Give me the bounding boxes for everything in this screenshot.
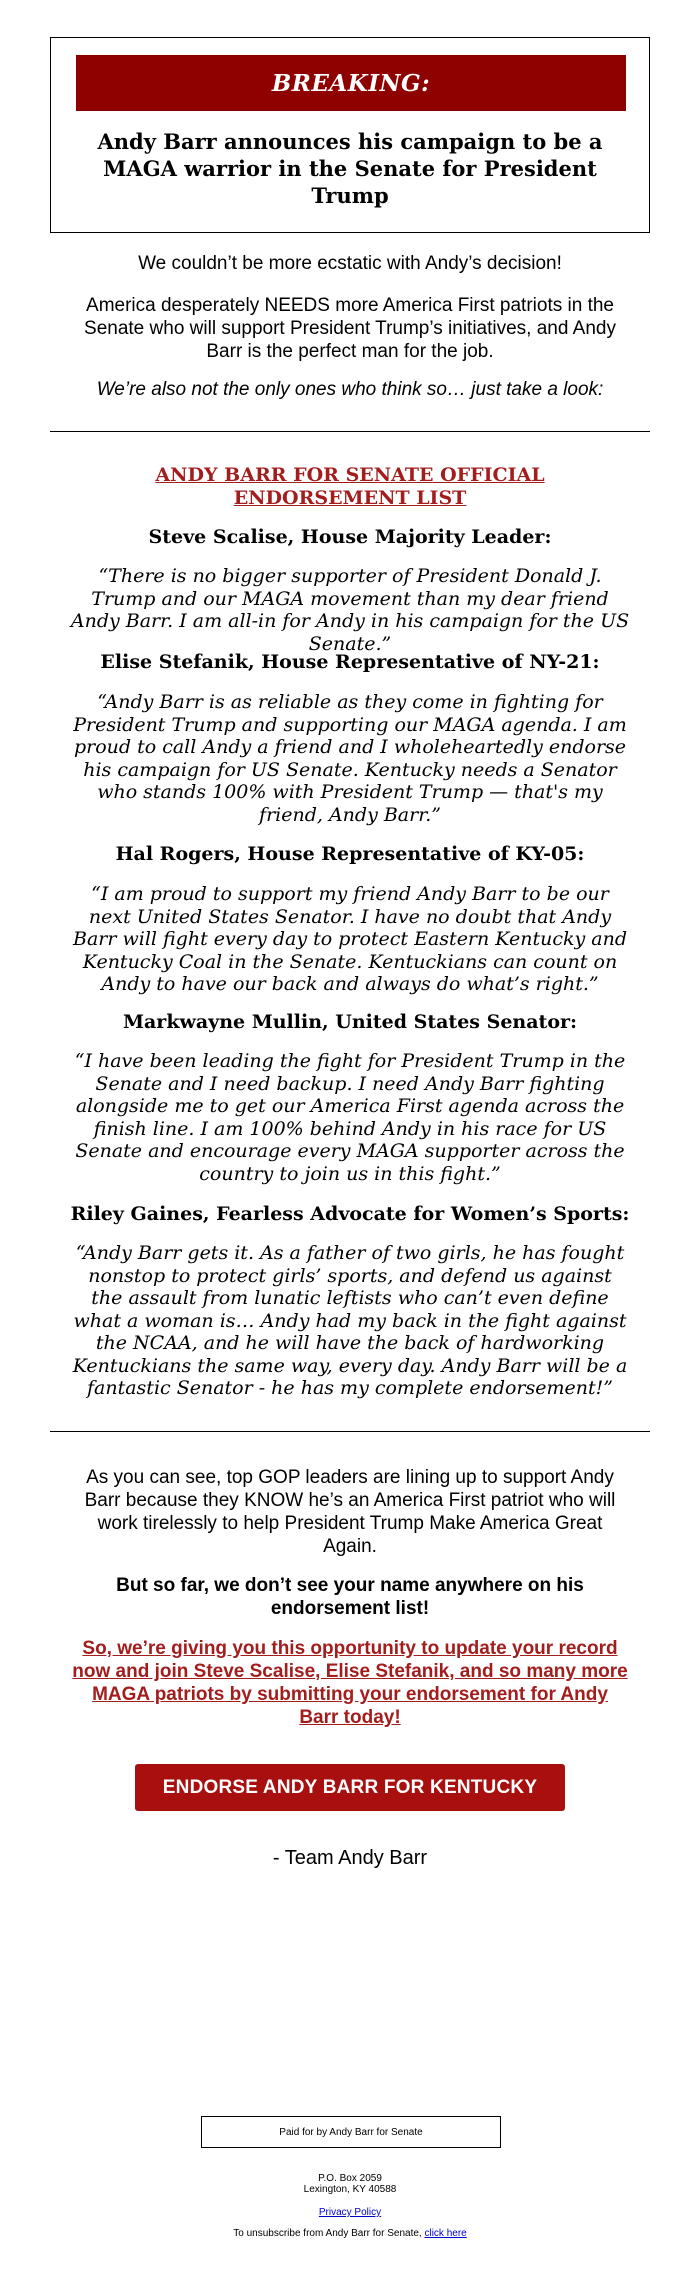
unsubscribe-text: To unsubscribe from Andy Barr for Senate,: [233, 2228, 422, 2239]
closing-paragraph-2: But so far, we don’t see your name anywhere on his endorsement list!: [116, 1575, 584, 1619]
endorse-button-label: ENDORSE ANDY BARR FOR KENTUCKY: [162, 1776, 538, 1798]
footer-address-line-1: P.O. Box 2059: [318, 2173, 382, 2184]
intro-line-3: We’re also not the only ones who think so… just take a look:: [96, 379, 604, 400]
endorser-name-rogers: Hal Rogers, House Representative of KY-05:: [115, 843, 585, 865]
endorser-name-scalise: Steve Scalise, House Majority Leader:: [148, 526, 552, 548]
endorser-name-stefanik: Elise Stefanik, House Representative of NY-21:: [100, 651, 600, 673]
footer-address-line-2: Lexington, KY 40588: [303, 2184, 397, 2195]
intro-line-1: We couldn’t be more ecstatic with Andy’s decision!: [138, 253, 562, 274]
endorser-quote-scalise: “There is no bigger supporter of President Donald J. Trump and our MAGA movement than my dear friend Andy Barr. I am all-in for Andy in his campaign for the US Senate.”: [70, 565, 630, 655]
privacy-policy-link[interactable]: Privacy Policy: [318, 2207, 382, 2218]
endorse-text-link[interactable]: So, we’re giving you this opportunity to update your record now and join Steve Scalise, Elise Stefanik, and so many more MAGA patriots by submitting your endorsement for Andy Barr today!: [72, 1638, 628, 1728]
endorser-name-mullin: Markwayne Mullin, United States Senator:: [122, 1011, 578, 1033]
endorser-quote-mullin: “I have been leading the fight for President Trump in the Senate and I need backup. I need Andy Barr fighting alongside me to get our America First agenda across the finish line. I am 100% behind Andy in his race for US Senate and encourage every MAGA supporter across the country to join us in this fight.”: [74, 1050, 626, 1185]
breaking-banner: [76, 55, 626, 111]
intro-line-2: America desperately NEEDS more America First patriots in the Senate who will support President Trump’s initiatives, and Andy Barr is the perfect man for the job.: [84, 295, 616, 362]
divider-bottom: [50, 1431, 650, 1432]
endorsement-list-title[interactable]: ANDY BARR FOR SENATE OFFICIAL ENDORSEMENT LIST: [155, 464, 545, 509]
endorser-name-gaines: Riley Gaines, Fearless Advocate for Women’s Sports:: [70, 1203, 630, 1225]
privacy-policy-row: [150, 2207, 550, 2218]
breaking-header-box: [50, 37, 650, 233]
unsubscribe-row: [150, 2228, 550, 2239]
endorser-quote-gaines: “Andy Barr gets it. As a father of two girls, he has fought nonstop to protect girls’ sports, and defend us against the assault from lunatic leftists who can’t even define what a woman is… Andy had my back in the fight against the NCAA, and he will have the back of hardworking Kentuckians the same way, every day. Andy Barr will be a fantastic Senator - he has my complete endorsement!”: [72, 1242, 628, 1399]
paid-for-text: Paid for by Andy Barr for Senate: [279, 2126, 423, 2138]
endorse-button[interactable]: [135, 1764, 565, 1811]
unsubscribe-link[interactable]: click here: [424, 2228, 467, 2239]
divider-top: [50, 431, 650, 432]
endorser-quote-rogers: “I am proud to support my friend Andy Barr to be our next United States Senator. I have no doubt that Andy Barr will fight every day to protect Eastern Kentucky and Kentucky Coal in the Senate. Kentuckians can count on Andy to have our back and always do what’s right.”: [73, 883, 627, 995]
headline: Andy Barr announces his campaign to be a MAGA warrior in the Senate for President Trump: [97, 129, 603, 208]
signoff: - Team Andy Barr: [272, 1847, 428, 1869]
paid-for-disclaimer: [201, 2116, 501, 2148]
closing-paragraph-1: As you can see, top GOP leaders are lining up to support Andy Barr because they KNOW he’s an America First patriot who will work tirelessly to help President Trump Make America Great Again.: [84, 1467, 616, 1557]
endorser-quote-stefanik: “Andy Barr is as reliable as they come in fighting for President Trump and supporting our MAGA agenda. I am proud to call Andy a friend and I wholeheartedly endorse his campaign for US Senate. Kentucky needs a Senator who stands 100% with President Trump — that's my friend, Andy Barr.”: [73, 691, 627, 826]
breaking-label: BREAKING:: [271, 69, 431, 97]
